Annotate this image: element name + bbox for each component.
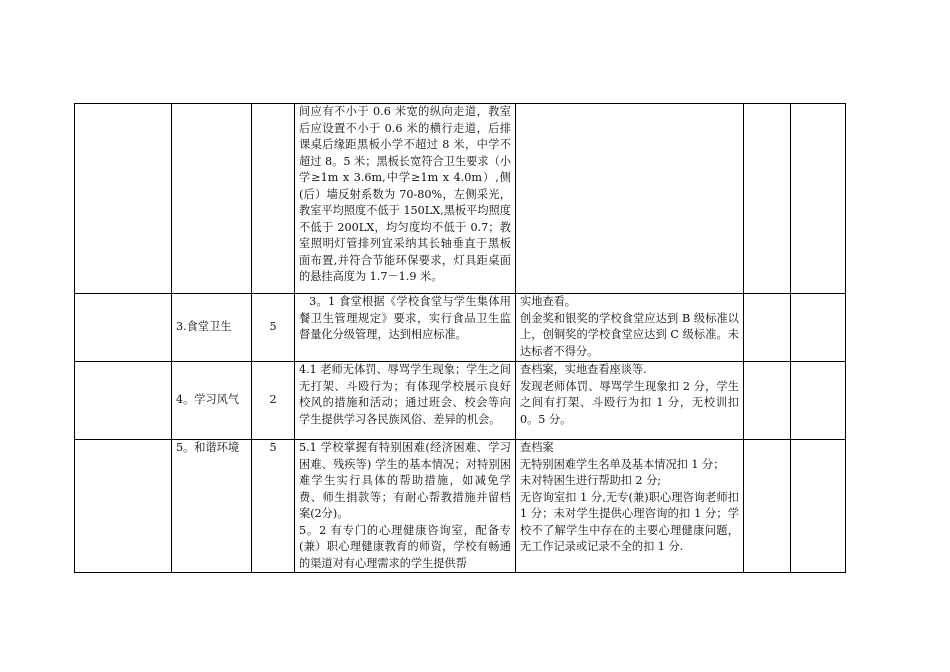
requirement-cell (295, 362, 516, 440)
table-row (75, 440, 846, 573)
score-cell: 5 (252, 294, 295, 362)
method-cell (516, 362, 744, 440)
evaluation-table (74, 103, 846, 573)
requirement-text: 3。1 食堂根据《学校食堂与学生集体用餐卫生管理规定》要求，实行食品卫生监督量化分级管理，达到相应标准。 (299, 295, 511, 341)
method-text: 实地查看。 (520, 295, 576, 308)
score-cell: 5 (252, 440, 295, 573)
score-cell: 2 (252, 362, 295, 440)
method-text: 查档案 (520, 441, 554, 454)
method-text: 未对特困生进行帮助扣 2 分; (520, 474, 662, 487)
requirement-cell (295, 440, 516, 573)
method-text: 无咨询室扣 1 分,无专(兼)职心理咨询老师扣 1 分；未对学生提供心理咨询的扣 1 分；学校不了解学生中存在的主要心理健康问题，无工作记录或记录不全的扣 1 分. (520, 490, 739, 553)
table-row (75, 104, 846, 294)
item-cell: 5。和谐环境 (172, 440, 252, 573)
self-score-cell (744, 294, 791, 362)
requirement-text: 间应有不小于 0.6 米宽的纵向走道，教室后应设置不小于 0.6 米的横行走道，后排课桌后缘距黑板小学不超过 8 米，中学不超过 8。5 米；黑板长宽符合卫生要求（小学≥1m x 3.6m,中学≥1m x 4.0m）,侧(后）墙反射系数为 70-80%，左侧采光，教室平均照度不低于 150LX,黑板平均照度不低于 200LX，均匀度均不低于 0.7；教室照明灯管排列宜采纳其长轴垂直于黑板面布置,并符合节能环保要求，灯具距桌面的悬挂高度为 1.7－1.9 米。 (299, 105, 511, 283)
item-cell: 3.食堂卫生 (172, 294, 252, 362)
method-text: 发现老师体罚、辱骂学生现象扣 2 分，学生之间有打架、斗殴行为扣 1 分，无校训扣 0。5 分。 (520, 379, 739, 426)
table-row (75, 362, 846, 440)
requirement-cell (295, 294, 516, 362)
table-row (75, 294, 846, 362)
method-text: 创金奖和银奖的学校食堂应达到 B 级标准以上，创铜奖的学校食堂应达到 C 级标准。未达标者不得分。 (520, 311, 739, 358)
self-score-cell (744, 440, 791, 573)
score-cell (252, 104, 295, 294)
method-cell (516, 294, 744, 362)
requirement-text: 5.1 学校掌握有特别困难(经济困难、学习困难、残疾等) 学生的基本情况；对特别困难学生实行具体的帮助措施，如减免学费、师生捐款等；有耐心帮教措施并留档案(2分)。 (299, 441, 511, 520)
final-score-cell (791, 362, 846, 440)
method-cell (516, 104, 744, 294)
category-cell (75, 294, 172, 362)
category-cell (75, 440, 172, 573)
requirement-text: 4.1 老师无体罚、辱骂学生现象；学生之间无打架、斗殴行为；有体现学校展示良好校风的措施和活动；通过班会、校会等向学生提供学习各民族风俗、差异的机会。 (299, 363, 511, 426)
requirement-cell (295, 104, 516, 294)
item-cell (172, 104, 252, 294)
requirement-text: 5。2 有专门的心理健康咨询室，配备专(兼）职心理健康教育的师资，学校有畅通的渠道对有心理需求的学生提供帮 (299, 523, 511, 570)
self-score-cell (744, 362, 791, 440)
category-cell (75, 362, 172, 440)
final-score-cell (791, 104, 846, 294)
category-cell (75, 104, 172, 294)
method-text: 查档案，实地查看座谈等. (520, 363, 647, 376)
item-cell: 4。学习风气 (172, 362, 252, 440)
method-cell (516, 440, 744, 573)
final-score-cell (791, 440, 846, 573)
method-text: 无特别困难学生名单及基本情况扣 1 分； (520, 457, 725, 471)
final-score-cell (791, 294, 846, 362)
self-score-cell (744, 104, 791, 294)
